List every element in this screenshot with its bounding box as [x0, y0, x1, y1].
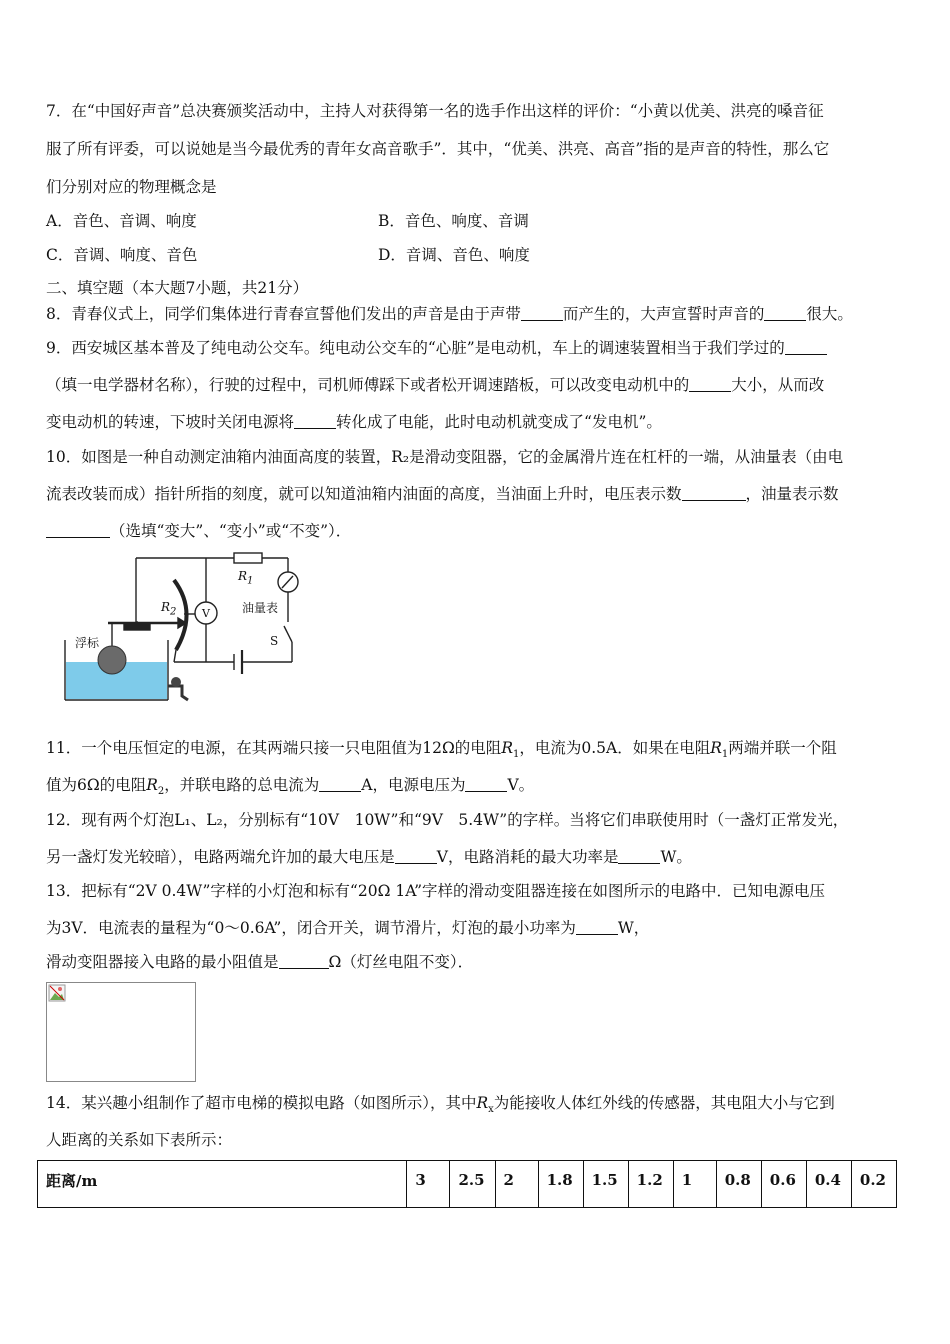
q9-line1	[46, 337, 827, 359]
q13-text-4: Ω（灯丝电阻不变）．	[328, 953, 474, 971]
table-header-cell: 距离/m	[38, 1161, 407, 1208]
q14-line1	[46, 1092, 835, 1121]
q10-text-1: 流表改装而成）指针所指的刻度，就可以知道油箱内油面的高度，当油面上升时，电压表示数	[46, 485, 682, 503]
q7-option-a: A．音色、音调、响度	[46, 212, 197, 230]
q12-blank-2	[618, 848, 660, 864]
q8-blank-2	[764, 305, 806, 321]
q11-blank-1	[319, 776, 361, 792]
table-cell: 1	[673, 1161, 716, 1208]
q9-text-4: 变电动机的转速，下坡时关闭电源将	[46, 413, 295, 431]
q12-blank-1	[395, 848, 437, 864]
table-row	[38, 1161, 897, 1208]
q11-r2-symbol: R	[146, 776, 158, 794]
table-cell: 2	[495, 1161, 538, 1208]
q8-text-2: 而产生的，大声宣誓时声音的	[562, 305, 765, 323]
q12-text-2: V，电路消耗的最大功率是	[436, 848, 619, 866]
q9-blank-3	[294, 413, 336, 429]
table-cell: 1.2	[628, 1161, 673, 1208]
fig-oil-meter-label: 油量表	[242, 601, 279, 615]
q11-text-4: 值为6Ω的电阻	[46, 776, 147, 794]
q14-rx-symbol: R	[476, 1094, 489, 1112]
q13-blank-1	[576, 919, 618, 935]
q7-line2: 服了所有评委，可以说她是当今最优秀的青年女高音歌手”．其中，“优美、洪亮、高音”指的是声音的特性，那么它	[46, 140, 830, 158]
q8-text-1: 8．青春仪式上，同学们集体进行青春宣誓他们发出的声音是由于声带	[46, 305, 521, 323]
q10-text-2: ，油量表示数	[745, 485, 839, 503]
q9-line3	[46, 411, 662, 433]
q11-r2-sub: 2	[157, 786, 165, 798]
table-cell: 0.2	[851, 1161, 896, 1208]
q10-text-3: （选填“变大”、“变小”或“不变”）．	[110, 522, 352, 540]
q14-text-1: 14．某兴趣小组制作了超市电梯的模拟电路（如图所示），其中	[46, 1094, 477, 1112]
q10-blank-2	[46, 522, 110, 538]
q11-r1-sub-2: 1	[721, 749, 729, 761]
q10-line1: 10．如图是一种自动测定油箱内油面高度的装置，R₂是滑动变阻器，它的金属滑片连在杠杆的一端，从油量表（由电	[46, 448, 844, 466]
q8-blank-1	[521, 305, 563, 321]
q9-text-3: 大小，从而改	[731, 376, 825, 394]
q7-line1: 7．在“中国好声音”总决赛颁奖活动中，主持人对获得第一名的选手作出这样的评价：“小黄以优美、洪亮的嗓音征	[46, 102, 824, 120]
q11-text-7: V。	[507, 776, 535, 794]
q13-text-3: 滑动变阻器接入电路的最小阻值是	[46, 953, 279, 971]
fig-r1-label: $R_1$	[238, 569, 254, 587]
q11-line1	[46, 737, 837, 766]
q13-line1: 13．把标有“2V 0.4W”字样的小灯泡和标有“20Ω 1A”字样的滑动变阻器连接在如图所示的电路中．已知电源电压	[46, 882, 826, 900]
fig-r2-label: $R_2$	[161, 600, 177, 618]
q14-text-2: 为能接收人体红外线的传感器，其电阻大小与它到	[493, 1094, 835, 1112]
fig-voltmeter-label: V	[202, 607, 210, 620]
q11-text-5: ，并联电路的总电流为	[164, 776, 320, 794]
q13-blank-2	[279, 953, 329, 969]
q11-text-1: 11．一个电压恒定的电源，在其两端只接一只电阻值为12Ω的电阻	[46, 739, 502, 757]
q14-line2: 人距离的关系如下表所示：	[46, 1131, 233, 1149]
q8-text-3: 很大。	[806, 305, 853, 323]
q10-line3	[46, 520, 351, 542]
q10-blank-1	[682, 485, 746, 501]
table-cell: 3	[407, 1161, 450, 1208]
q11-r1-sub: 1	[512, 749, 520, 761]
table-cell: 0.6	[761, 1161, 806, 1208]
q9-line2	[46, 374, 824, 396]
table-cell: 0.4	[806, 1161, 851, 1208]
q13-line2	[46, 917, 649, 939]
fig-switch-label: S	[270, 634, 279, 648]
q11-line2	[46, 774, 534, 803]
q10-line2	[46, 483, 839, 505]
broken-image-icon	[48, 984, 66, 1002]
q11-text-2: ，电流为0.5A．如果在电阻	[519, 739, 711, 757]
missing-figure-placeholder	[46, 982, 196, 1082]
q9-text-2: （填一电学器材名称），行驶的过程中，司机师傅踩下或者松开调速踏板，可以改变电动机中的	[46, 376, 690, 394]
fig-float-label: 浮标	[75, 636, 100, 650]
q12-text-1: 另一盏灯发光较暗），电路两端允许加的最大电压是	[46, 848, 395, 866]
q11-r1-symbol: R	[501, 739, 513, 757]
q12-text-3: W。	[660, 848, 692, 866]
q9-text-1: 9．西安城区基本普及了纯电动公交车。纯电动公交车的“心脏”是电动机，车上的调速装置相当于我们学过的	[46, 339, 785, 357]
q14-rx-sub: x	[488, 1104, 494, 1116]
table-cell: 1.5	[583, 1161, 628, 1208]
table-cell: 0.8	[716, 1161, 761, 1208]
q7-option-c: C．音调、响度、音色	[46, 246, 198, 264]
q13-text-1: 为3V．电流表的量程为“0～0.6A”，闭合开关，调节滑片，灯泡的最小功率为	[46, 919, 576, 937]
table-cell: 1.8	[538, 1161, 583, 1208]
q7-line3: 们分别对应的物理概念是	[46, 178, 217, 196]
q12-line2	[46, 846, 692, 868]
q11-text-3: 两端并联一个阻	[728, 739, 837, 757]
q9-blank-2	[689, 376, 731, 392]
q13-line3	[46, 951, 473, 973]
q8-line	[46, 303, 853, 325]
q11-blank-2	[465, 776, 507, 792]
section-heading: 二、填空题（本大题7小题，共21分）	[46, 279, 309, 297]
table-cell: 2.5	[450, 1161, 495, 1208]
q7-option-d: D．音调、音色、响度	[378, 246, 530, 264]
q7-option-b: B．音色、响度、音调	[378, 212, 529, 230]
q13-text-2: W，	[617, 919, 650, 937]
q11-r1-symbol-2: R	[710, 739, 722, 757]
q9-blank-1	[785, 339, 827, 355]
q9-text-5: 转化成了电能，此时电动机就变成了“发电机”。	[336, 413, 662, 431]
distance-table	[37, 1160, 897, 1208]
q12-line1: 12．现有两个灯泡L₁、L₂，分别标有“10V 10W”和“9V 5.4W”的字样。当将它们串联使用时（一盏灯正常发光，	[46, 811, 849, 829]
q11-text-6: A，电源电压为	[361, 776, 466, 794]
